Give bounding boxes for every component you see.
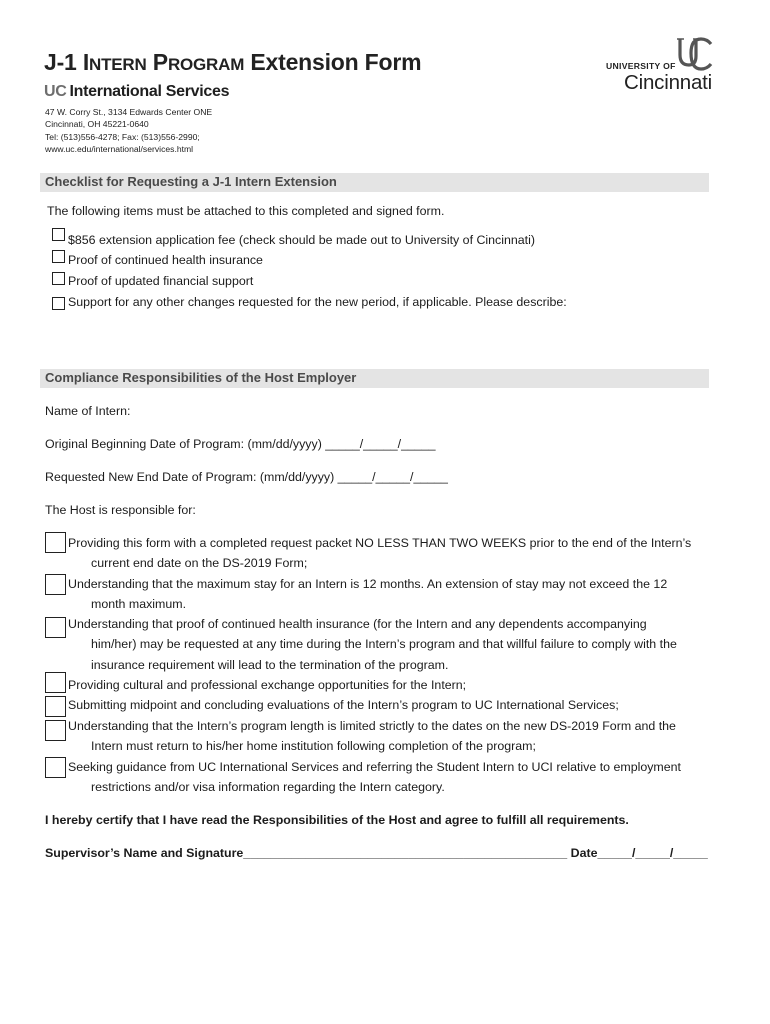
checkbox-responsibility-guidance[interactable]: [45, 757, 66, 778]
certification-statement: I hereby certify that I have read the Responsibilities of the Host and agree to fulfill all requirements.: [45, 813, 629, 827]
checkbox-responsibility-program-length[interactable]: [45, 720, 66, 741]
end-date-label: Requested New End Date of Program: (mm/dd/yyyy) _____/_____/_____: [45, 470, 448, 484]
checkbox-extension-fee[interactable]: [52, 228, 65, 241]
intern-name-label: Name of Intern:: [45, 404, 131, 418]
checkbox-other-changes[interactable]: [52, 297, 65, 310]
host-responsible-label: The Host is responsible for:: [45, 503, 196, 517]
checkbox-financial-support[interactable]: [52, 272, 65, 285]
supervisor-signature-line[interactable]: Supervisor’s Name and Signature_______________________________________________ Date_____/_____/_____: [45, 846, 708, 860]
responsibility-line: Understanding that proof of continued health insurance (for the Intern and any dependents accompanying: [68, 617, 647, 631]
checklist-item: Proof of updated financial support: [68, 274, 254, 288]
address-line: 47 W. Corry St., 3134 Edwards Center ONE: [45, 107, 213, 117]
checklist-section-heading: Checklist for Requesting a J-1 Intern Extension: [40, 173, 709, 192]
begin-date-label: Original Beginning Date of Program: (mm/dd/yyyy) _____/_____/_____: [45, 437, 436, 451]
checkbox-responsibility-cultural[interactable]: [45, 672, 66, 693]
checklist-item: Support for any other changes requested for the new period, if applicable. Please describe:: [68, 295, 567, 309]
responsibility-line: restrictions and/or visa information regarding the Intern category.: [91, 780, 445, 794]
logo-cincinnati: Cincinnati: [624, 71, 713, 94]
address-line: www.uc.edu/international/services.html: [45, 144, 194, 155]
responsibility-line: Understanding that the maximum stay for an Intern is 12 months. An extension of stay may not exceed the 12: [68, 577, 668, 591]
responsibility-line: Understanding that the Intern’s program length is limited strictly to the dates on the new DS-2019 Form and the: [68, 719, 676, 733]
logo-university-of: UNIVERSITY OF: [606, 61, 676, 71]
checkbox-health-insurance[interactable]: [52, 250, 65, 263]
university-logo: [604, 36, 730, 96]
checkbox-responsibility-evaluations[interactable]: [45, 696, 66, 717]
responsibility-line: insurance requirement will lead to the termination of the program.: [91, 658, 449, 672]
compliance-section-heading: Compliance Responsibilities of the Host Employer: [40, 369, 709, 388]
uc-wordmark: UC: [44, 83, 67, 100]
responsibility-line: month maximum.: [91, 597, 187, 611]
checkbox-responsibility-insurance[interactable]: [45, 617, 66, 638]
address-line: Cincinnati, OH 45221-0640: [45, 119, 149, 130]
checkbox-responsibility-max-stay[interactable]: [45, 574, 66, 595]
responsibility-line: Intern must return to his/her home institution following completion of the program;: [91, 739, 536, 753]
responsibility-line: him/her) may be requested at any time during the Intern’s program and that willful failure to comply with the: [91, 637, 677, 651]
responsibility-line: Seeking guidance from UC International Services and referring the Student Intern to UCI relative to employment: [68, 760, 681, 774]
form-title: J-1 INTERN PROGRAM Extension Form: [44, 49, 422, 75]
address-line: Tel: (513)556-4278; Fax: (513)556-2990;: [45, 131, 200, 142]
responsibility-line: current end date on the DS-2019 Form;: [91, 556, 308, 570]
responsibility-line: Providing this form with a completed request packet NO LESS THAN TWO WEEKS prior to the end of the Intern’s: [68, 536, 692, 550]
department-name: UC International Services: [44, 83, 230, 100]
checklist-item: $856 extension application fee (check should be made out to University of Cincinnati): [68, 233, 535, 247]
uc-monogram-icon: [674, 36, 714, 72]
responsibility-line: Providing cultural and professional exchange opportunities for the Intern;: [68, 678, 467, 692]
responsibility-line: Submitting midpoint and concluding evaluations of the Intern’s program to UC International Services;: [68, 698, 619, 712]
checklist-item: Proof of continued health insurance: [68, 253, 263, 267]
department-address: [45, 106, 212, 156]
checklist-intro: The following items must be attached to this completed and signed form.: [47, 204, 445, 218]
checkbox-responsibility-packet[interactable]: [45, 532, 66, 553]
